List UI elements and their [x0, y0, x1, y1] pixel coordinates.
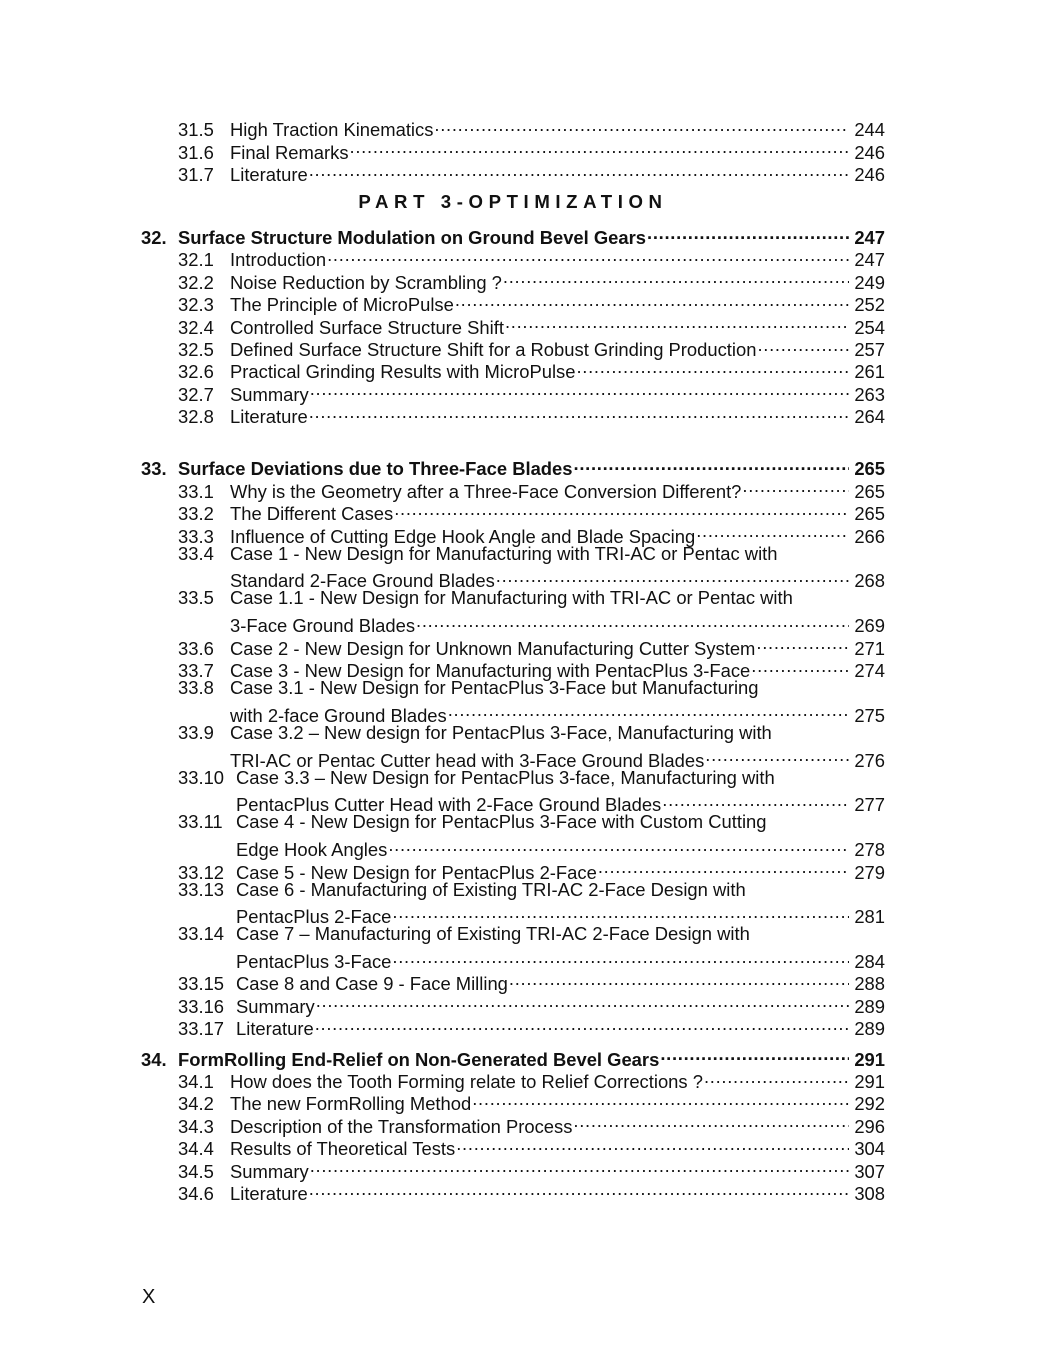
entry-number: 33.13: [178, 878, 225, 900]
entry-page: 307: [854, 1160, 885, 1182]
toc-entry: [141, 543, 885, 565]
entry-number: 33.16: [178, 995, 225, 1017]
leader-dots: [704, 1066, 849, 1088]
entry-page: 291: [854, 1071, 885, 1093]
entry-title: Case 5 - New Design for PentacPlus 2-Face: [236, 861, 597, 883]
entry-title-continued: TRI-AC or Pentac Cutter head with 3-Face Ground Blades: [230, 749, 705, 771]
toc-entry-continuation: [141, 946, 885, 973]
toc-entry-continuation: [141, 901, 885, 928]
entry-page: 261: [854, 361, 885, 383]
leader-dots: [662, 789, 849, 811]
entry-title: Results of Theoretical Tests: [230, 1138, 456, 1160]
entry-title: Controlled Surface Structure Shift: [230, 316, 504, 338]
leader-dots: [573, 1110, 849, 1132]
page-number: X: [142, 1286, 156, 1308]
entry-page: 277: [854, 794, 885, 816]
toc-entry: [141, 114, 885, 141]
entry-title: Case 1 - New Design for Manufacturing with TRI-AC or Pentac with: [230, 542, 778, 564]
entry-page: 257: [854, 338, 885, 360]
entry-page: 292: [854, 1093, 885, 1115]
toc-entry-continuation: [141, 565, 885, 592]
leader-dots: [456, 1133, 849, 1155]
entry-number: 33.14: [178, 923, 225, 945]
leader-dots: [310, 1155, 849, 1177]
leader-dots: [392, 946, 849, 968]
entry-number: 33.2: [178, 503, 214, 525]
entry-title: Literature: [236, 1018, 314, 1040]
toc-entry: [141, 677, 885, 699]
entry-number: 33.17: [178, 1018, 225, 1040]
chapter-entry: [141, 453, 885, 480]
entry-number: 33.1: [178, 480, 214, 502]
entry-number: 34.: [141, 1048, 167, 1070]
leader-dots: [455, 289, 849, 311]
entry-number: 34.1: [178, 1071, 214, 1093]
leader-dots: [315, 1013, 849, 1035]
entry-title: Description of the Transformation Process: [230, 1115, 573, 1137]
entry-title: Case 3.1 - New Design for PentacPlus 3-Face but Manufacturing: [230, 676, 759, 698]
entry-number: 32.4: [178, 316, 214, 338]
leader-dots: [742, 475, 849, 497]
entry-title-continued: 3-Face Ground Blades: [230, 615, 416, 637]
entry-page: 244: [854, 119, 885, 141]
leader-dots: [472, 1088, 849, 1110]
leader-dots: [576, 356, 849, 378]
entry-number: 33.15: [178, 973, 225, 995]
leader-dots: [496, 565, 849, 587]
entry-page: 275: [854, 704, 885, 726]
entry-title: Final Remarks: [230, 141, 349, 163]
leader-dots: [394, 498, 849, 520]
leader-dots: [310, 378, 849, 400]
leader-dots: [309, 401, 849, 423]
entry-page: 278: [854, 839, 885, 861]
entry-number: 34.5: [178, 1160, 214, 1182]
entry-number: 32.2: [178, 271, 214, 293]
part-heading: PART 3-OPTIMIZATION: [358, 191, 668, 213]
entry-number: 32.6: [178, 361, 214, 383]
leader-dots: [316, 990, 849, 1012]
leader-dots: [416, 610, 849, 632]
entry-title-continued: with 2-face Ground Blades: [230, 704, 447, 726]
leader-dots: [574, 453, 849, 475]
entry-number: 33.5: [178, 587, 214, 609]
toc-entry-continuation: [141, 789, 885, 816]
entry-number: 33.12: [178, 861, 225, 883]
entry-page: 296: [854, 1115, 885, 1137]
entry-number: 33.7: [178, 659, 214, 681]
toc-entry-continuation: [141, 610, 885, 637]
entry-number: 34.3: [178, 1115, 214, 1137]
toc-entry: [141, 587, 885, 609]
entry-title-continued: Edge Hook Angles: [236, 839, 388, 861]
entry-page: 279: [854, 861, 885, 883]
leader-dots: [434, 114, 849, 136]
entry-title: The Different Cases: [230, 503, 394, 525]
entry-number: 32.5: [178, 338, 214, 360]
entry-number: 32.7: [178, 383, 214, 405]
entry-title: Case 7 – Manufacturing of Existing TRI-AC 2-Face Design with: [236, 923, 750, 945]
entry-title: FormRolling End-Relief on Non-Generated Bevel Gears: [178, 1048, 660, 1070]
entry-title: Influence of Cutting Edge Hook Angle and Blade Spacing: [230, 525, 696, 547]
toc-entry: [141, 722, 885, 744]
leader-dots: [647, 222, 849, 244]
entry-page: 271: [854, 637, 885, 659]
entry-title: Summary: [230, 1160, 309, 1182]
leader-dots: [696, 520, 849, 542]
leader-dots: [448, 699, 849, 721]
entry-title: The new FormRolling Method: [230, 1093, 472, 1115]
toc-entry: [141, 879, 885, 901]
entry-page: 289: [854, 995, 885, 1017]
entry-title: How does the Tooth Forming relate to Relief Corrections ?: [230, 1071, 703, 1093]
leader-dots: [309, 1178, 849, 1200]
entry-number: 33.9: [178, 721, 214, 743]
leader-dots: [757, 334, 849, 356]
entry-number: 31.5: [178, 119, 214, 141]
entry-title: Case 3.2 – New design for PentacPlus 3-Face, Manufacturing with: [230, 721, 772, 743]
leader-dots: [705, 744, 849, 766]
entry-number: 33.4: [178, 542, 214, 564]
entry-page: 247: [854, 226, 885, 248]
leader-dots: [505, 311, 849, 333]
toc-entry-continuation: [141, 744, 885, 771]
entry-number: 34.2: [178, 1093, 214, 1115]
entry-page: 265: [854, 480, 885, 502]
entry-page: 274: [854, 659, 885, 681]
entry-title-continued: PentacPlus 2-Face: [236, 906, 392, 928]
entry-title: Literature: [230, 1182, 308, 1204]
toc-entry-continuation: [141, 699, 885, 726]
entry-title: Summary: [230, 383, 309, 405]
leader-dots: [751, 655, 849, 677]
entry-page: 263: [854, 383, 885, 405]
leader-dots: [660, 1043, 849, 1065]
entry-page: 281: [854, 906, 885, 928]
entry-page: 289: [854, 1018, 885, 1040]
entry-page: 288: [854, 973, 885, 995]
toc-entry: [141, 811, 885, 833]
entry-page: 304: [854, 1138, 885, 1160]
entry-title: Introduction: [230, 249, 327, 271]
entry-title: The Principle of MicroPulse: [230, 294, 454, 316]
entry-number: 32.: [141, 226, 167, 248]
entry-title: Noise Reduction by Scrambling ?: [230, 271, 502, 293]
entry-number: 33.10: [178, 766, 225, 788]
leader-dots: [327, 244, 849, 266]
entry-title: High Traction Kinematics: [230, 119, 434, 141]
entry-title: Case 6 - Manufacturing of Existing TRI-AC 2-Face Design with: [236, 878, 746, 900]
leader-dots: [309, 159, 849, 181]
entry-number: 31.7: [178, 164, 214, 186]
entry-page: 266: [854, 525, 885, 547]
entry-page: 265: [854, 458, 885, 480]
entry-number: 33.11: [178, 811, 223, 833]
entry-title: Case 3 - New Design for Manufacturing with PentacPlus 3-Face: [230, 659, 751, 681]
entry-title-continued: PentacPlus Cutter Head with 2-Face Ground Blades: [236, 794, 662, 816]
entry-page: 308: [854, 1182, 885, 1204]
entry-number: 32.8: [178, 406, 214, 428]
entry-title: Defined Surface Structure Shift for a Robust Grinding Production: [230, 338, 757, 360]
toc-entry: [141, 923, 885, 945]
entry-title: Surface Structure Modulation on Ground Bevel Gears: [178, 226, 647, 248]
entry-page: 268: [854, 570, 885, 592]
entry-title-continued: Standard 2-Face Ground Blades: [230, 570, 495, 592]
entry-page: 269: [854, 615, 885, 637]
entry-title: Case 3.3 – New Design for PentacPlus 3-face, Manufacturing with: [236, 766, 775, 788]
entry-page: 246: [854, 164, 885, 186]
entry-title: Case 1.1 - New Design for Manufacturing with TRI-AC or Pentac with: [230, 587, 793, 609]
entry-title: Literature: [230, 164, 308, 186]
table-of-contents: [141, 114, 885, 1204]
entry-title: Summary: [236, 995, 315, 1017]
entry-title: Practical Grinding Results with MicroPulse: [230, 361, 576, 383]
chapter-entry: [141, 1043, 885, 1070]
entry-number: 33.8: [178, 676, 214, 698]
leader-dots: [388, 834, 849, 856]
entry-title: Case 2 - New Design for Unknown Manufacturing Cutter System: [230, 637, 756, 659]
toc-entry: [141, 767, 885, 789]
entry-number: 34.6: [178, 1182, 214, 1204]
entry-page: 254: [854, 316, 885, 338]
toc-entry-continuation: [141, 834, 885, 861]
entry-title: Why is the Geometry after a Three-Face Conversion Different?: [230, 480, 742, 502]
entry-number: 33.6: [178, 637, 214, 659]
chapter-entry: [141, 222, 885, 248]
entry-title: Literature: [230, 406, 308, 428]
entry-number: 33.3: [178, 525, 214, 547]
entry-page: 264: [854, 406, 885, 428]
leader-dots: [756, 632, 849, 654]
entry-number: 32.1: [178, 249, 214, 271]
entry-page: 249: [854, 271, 885, 293]
leader-dots: [392, 901, 849, 923]
entry-page: 276: [854, 749, 885, 771]
leader-dots: [350, 136, 849, 158]
entry-page: 284: [854, 951, 885, 973]
leader-dots: [509, 968, 849, 990]
leader-dots: [503, 266, 849, 288]
entry-number: 32.3: [178, 294, 214, 316]
entry-page: 291: [854, 1048, 885, 1070]
entry-title: Surface Deviations due to Three-Face Blades: [178, 458, 573, 480]
entry-page: 252: [854, 294, 885, 316]
entry-page: 246: [854, 141, 885, 163]
leader-dots: [598, 856, 849, 878]
entry-number: 34.4: [178, 1138, 214, 1160]
entry-title-continued: PentacPlus 3-Face: [236, 951, 392, 973]
entry-number: 31.6: [178, 141, 214, 163]
entry-page: 247: [854, 249, 885, 271]
entry-title: Case 8 and Case 9 - Face Milling: [236, 973, 508, 995]
entry-title: Case 4 - New Design for PentacPlus 3-Face with Custom Cutting: [236, 811, 767, 833]
entry-number: 33.: [141, 458, 167, 480]
entry-page: 265: [854, 503, 885, 525]
